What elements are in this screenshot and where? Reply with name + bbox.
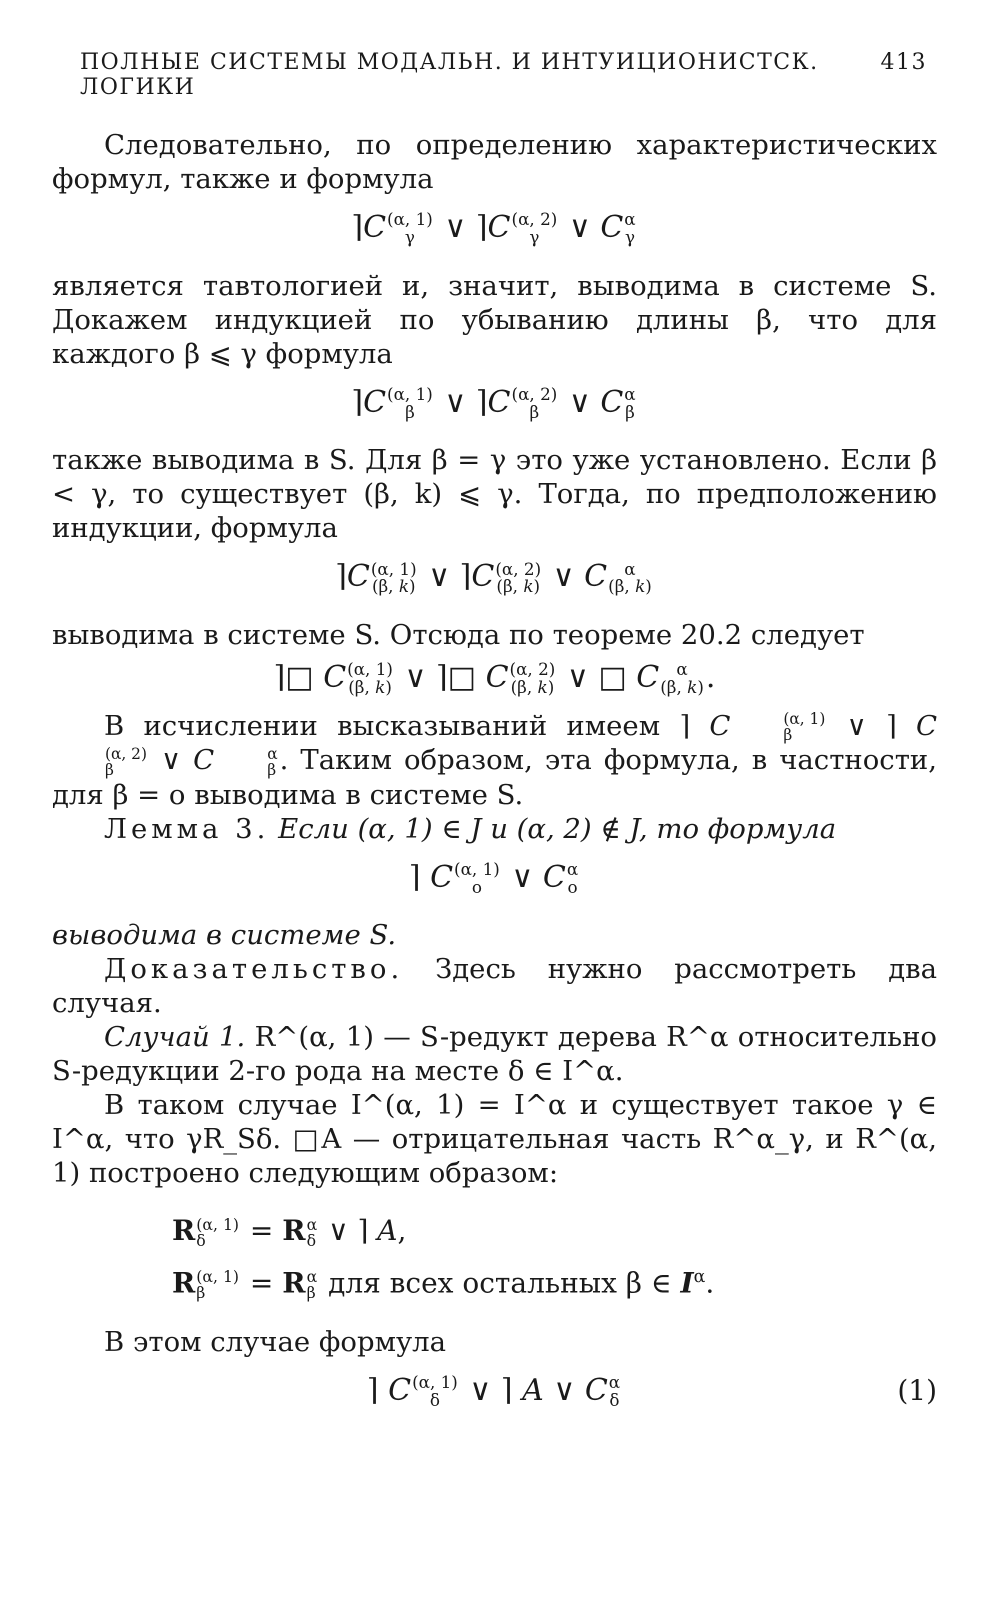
lemma-statement: Если (α, 1) ∈ J и (α, 2) ∉ J, то формула [278, 812, 837, 845]
definition-line-2: R (α, 1) β = R α β для всех остальных β ∈ $I^\alpha$. [172, 1266, 715, 1303]
paragraph-5: В исчислении высказываний имеем ⌉ C (α, 1) β ∨ ⌉ C (α, 2) β ∨ C α β . Таким образом, эта формула, в частности, для β = o выводима в системе S. [52, 709, 937, 811]
lemma-end-text: выводима в системе S. [52, 919, 397, 952]
proof-paragraph [52, 952, 937, 1020]
formula-4: ⌉□ C (α, 1) (β, k) ∨ ⌉□ C (α, 2) (β, k) ∨ □ C α (β, k) . [273, 659, 716, 697]
page-body [52, 128, 937, 1431]
paragraph-5-start: В исчислении высказываний имеем [104, 709, 661, 742]
paragraph-4: выводима в системе S. Отсюда по теореме 20.2 следует [52, 618, 865, 651]
paragraph-5-end: . Таким образом, эта формула, в частности, для β = o выводима в системе S. [52, 744, 937, 811]
formula-2: ⌉C (α, 1) β ∨ ⌉C (α, 2) β ∨ C α β [351, 384, 636, 422]
header-title: ПОЛНЫЕ СИСТЕМЫ МОДАЛЬН. И ИНТУИЦИОНИСТСК. ЛОГИКИ [80, 50, 819, 100]
paragraph-7: В этом случае формула [104, 1325, 447, 1358]
definition-line-1: R (α, 1) δ = R α δ ∨ ⌉ A, [172, 1214, 407, 1250]
formula-1: ⌉C (α, 1) γ ∨ ⌉C (α, 2) γ ∨ C α γ [351, 209, 636, 247]
lemma-3 [52, 812, 937, 846]
case-text: R^(α, 1) — S-редукт дерева R^α относительно S-редукции 2-го рода на месте δ ∈ I^α. [52, 1021, 937, 1088]
paragraph-6: В таком случае I^(α, 1) = I^α и существует такое γ ∈ I^α, что γR_Sδ. □A — отрицательная часть R^α_γ, и R^(α, 1) построено следующим образом: [52, 1089, 937, 1190]
formula-3: ⌉C (α, 1) (β, k) ∨ ⌉C (α, 2) (β, k) ∨ C α (β, k) [335, 558, 652, 597]
definition-block [172, 1208, 937, 1306]
equation-number: (1) [897, 1373, 937, 1407]
case-label: Случай 1. [104, 1021, 246, 1054]
running-header [80, 50, 927, 100]
formula-6: ⌉ C (α, 1) δ ∨ ⌉ A ∨ C α δ (1) [366, 1372, 937, 1410]
paragraph-1: Следовательно, по определению характеристических формул, также и формула [52, 129, 937, 195]
lemma-label: Лемма 3. [104, 812, 270, 845]
paragraph-3: также выводима в S. Для β = γ это уже установлено. Если β < γ, то существует (β, k) ⩽ γ. Тогда, по предположению индукции, формула [52, 444, 937, 545]
lemma-end [52, 918, 937, 952]
proof-label: Доказательство. [104, 953, 404, 986]
case-1 [52, 1020, 937, 1088]
paragraph-2: является тавтологией и, значит, выводима в системе S. Докажем индукцией по убыванию длины β, что для каждого β ⩽ γ формула [52, 269, 937, 370]
formula-5: ⌉ C (α, 1) o ∨ C α o [408, 859, 579, 897]
proof-text: Здесь нужно рассмотреть два случая. [52, 953, 937, 1020]
definition-line-2-text: для всех остальных [328, 1266, 617, 1300]
page-number: 413 [880, 50, 927, 75]
